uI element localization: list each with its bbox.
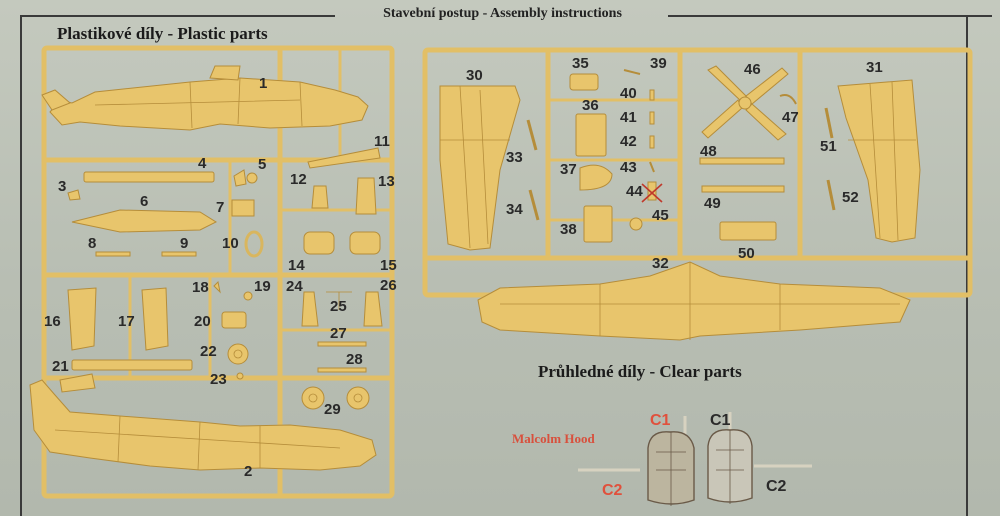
part-16-flap: [68, 288, 96, 350]
num-8: 8: [88, 235, 97, 252]
part-49: [702, 186, 784, 192]
clear-parts-title: Průhledné díly - Clear parts: [538, 362, 742, 381]
part-20: [222, 312, 246, 328]
part-5: [234, 170, 257, 186]
std-c1-label: C1: [710, 412, 731, 429]
num-51: 51: [820, 138, 837, 155]
num-10: 10: [222, 235, 239, 252]
num-5: 5: [258, 156, 267, 173]
num-22: 22: [200, 343, 217, 360]
num-46: 46: [744, 61, 761, 78]
plastic-parts-title: Plastikové díly - Plastic parts: [57, 24, 268, 43]
part-31-wing: [838, 80, 920, 242]
num-35: 35: [572, 55, 589, 72]
std-c2-label: C2: [766, 478, 787, 495]
part-22-disc: [228, 344, 248, 364]
num-45: 45: [652, 207, 669, 224]
num-39: 39: [650, 55, 667, 72]
num-33: 33: [506, 149, 523, 166]
part-23: [237, 373, 243, 379]
num-43: 43: [620, 159, 637, 176]
num-26: 26: [380, 277, 397, 294]
malcolm-hood-label: Malcolm Hood: [512, 431, 595, 446]
part-12: [312, 186, 328, 208]
part-10-ring: [246, 232, 262, 256]
part-47: [780, 95, 796, 104]
part-39: [624, 70, 640, 74]
num-41: 41: [620, 109, 637, 126]
num-44: 44: [626, 183, 643, 200]
num-19: 19: [254, 278, 271, 295]
part-3: [68, 190, 80, 200]
part-38: [584, 206, 612, 242]
hood-c1-label: C1: [650, 412, 671, 429]
standard-canopy: [708, 430, 752, 504]
part-26: [364, 292, 382, 326]
malcolm-hood-canopy: [648, 432, 694, 506]
num-9: 9: [180, 235, 189, 252]
part-27: [318, 342, 366, 346]
num-30: 30: [466, 67, 483, 84]
part-13-seat: [356, 178, 376, 214]
num-16: 16: [44, 313, 61, 330]
num-20: 20: [194, 313, 211, 330]
num-4: 4: [198, 155, 207, 172]
part-9: [162, 252, 196, 256]
part-24: [302, 292, 318, 326]
part-2-fuselage-half: [30, 374, 376, 470]
part-33: [528, 120, 536, 150]
part-36-floor: [576, 114, 606, 156]
num-18: 18: [192, 279, 209, 296]
num-37: 37: [560, 161, 577, 178]
num-32: 32: [652, 255, 669, 272]
part-30-wing: [440, 86, 520, 250]
part-40: [650, 90, 654, 100]
part-19: [244, 292, 252, 300]
part-41: [650, 112, 654, 124]
num-29: 29: [324, 401, 341, 418]
num-15: 15: [380, 257, 397, 274]
part-43: [650, 162, 654, 172]
num-12: 12: [290, 171, 307, 188]
part-17-flap: [142, 288, 168, 350]
num-3: 3: [58, 178, 67, 195]
part-4-strip: [84, 172, 214, 182]
num-34: 34: [506, 201, 523, 218]
part-37: [580, 165, 612, 190]
num-48: 48: [700, 143, 717, 160]
num-2: 2: [244, 463, 253, 480]
num-17: 17: [118, 313, 135, 330]
num-14: 14: [288, 257, 305, 274]
part-1-fuselage-half: [42, 66, 368, 130]
num-42: 42: [620, 133, 637, 150]
num-7: 7: [216, 199, 225, 216]
num-24: 24: [286, 278, 303, 295]
num-31: 31: [866, 59, 883, 76]
part-6-wing-center: [72, 210, 216, 232]
part-50: [720, 222, 776, 240]
num-28: 28: [346, 351, 363, 368]
part-34: [530, 190, 538, 220]
num-38: 38: [560, 221, 577, 238]
part-52: [828, 180, 834, 210]
num-47: 47: [782, 109, 799, 126]
hood-c2-label: C2: [602, 482, 623, 499]
part-7: [232, 200, 254, 216]
num-13: 13: [378, 173, 395, 190]
num-40: 40: [620, 85, 637, 102]
num-25: 25: [330, 298, 347, 315]
part-42: [650, 136, 654, 148]
part-32-lower-wing: [478, 262, 910, 340]
num-49: 49: [704, 195, 721, 212]
part-18: [214, 282, 220, 292]
page-title: Stavební postup - Assembly instructions: [383, 6, 622, 21]
part-14: [304, 232, 334, 254]
num-11: 11: [374, 133, 390, 150]
part-21-strip: [72, 360, 192, 370]
part-45: [630, 218, 642, 230]
part-28: [318, 368, 366, 372]
num-23: 23: [210, 371, 227, 388]
part-8: [96, 252, 130, 256]
num-6: 6: [140, 193, 149, 210]
num-50: 50: [738, 245, 755, 262]
num-27: 27: [330, 325, 347, 342]
part-35-cockpit: [570, 74, 598, 90]
num-1: 1: [259, 75, 268, 92]
part-44-crossed: [642, 182, 662, 202]
part-51: [826, 108, 832, 138]
clear-parts-sprue: [578, 412, 812, 470]
num-21: 21: [52, 358, 69, 375]
num-36: 36: [582, 97, 599, 114]
part-15: [350, 232, 380, 254]
num-52: 52: [842, 189, 859, 206]
